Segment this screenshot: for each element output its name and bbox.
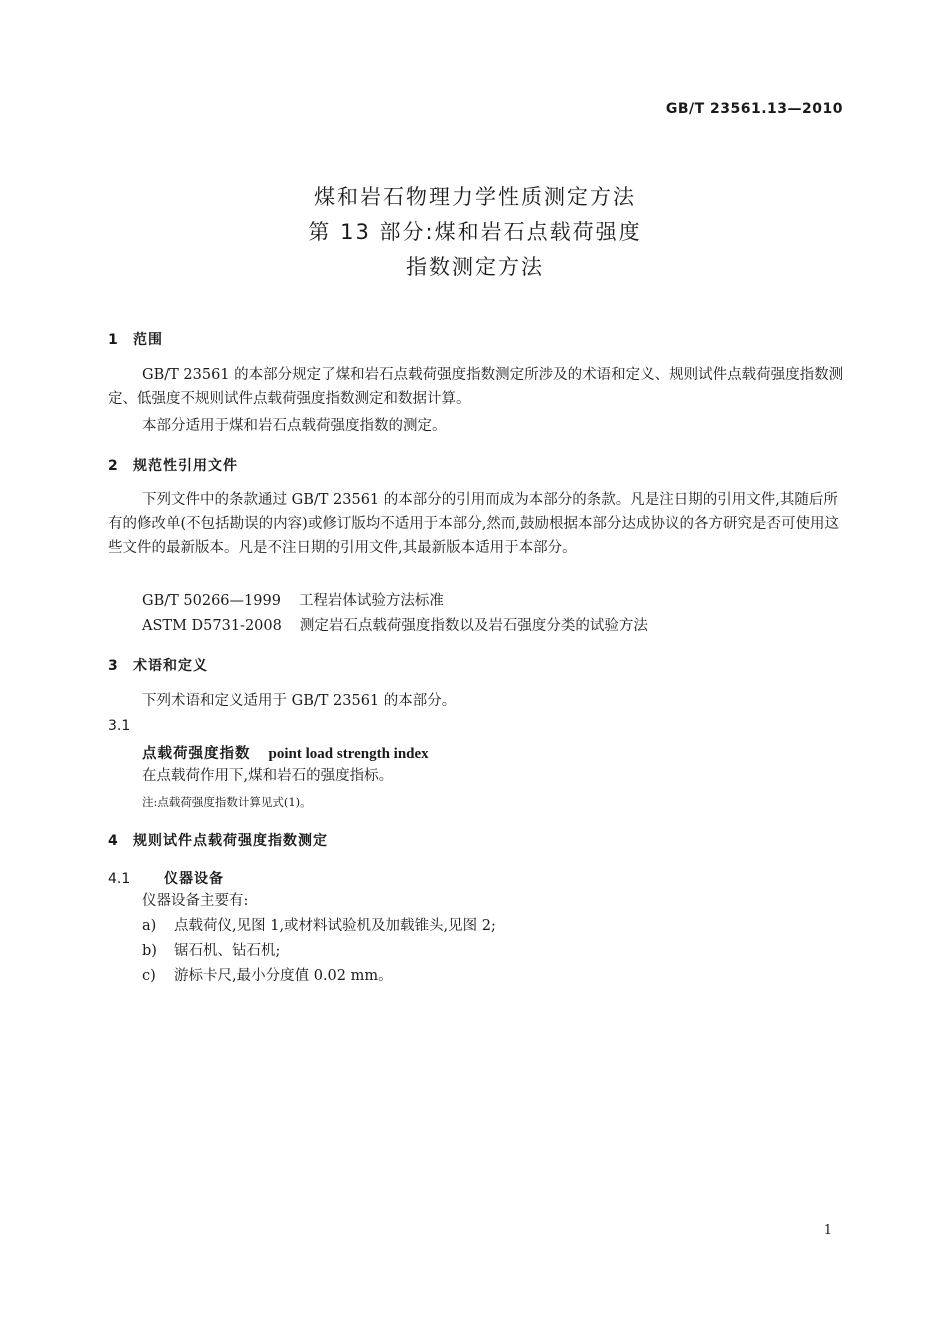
section-number: 2 [108,458,119,474]
section-title: 规范性引用文件 [133,458,238,474]
section-1-paragraph-1: GB/T 23561 的本部分规定了煤和岩石点载荷强度指数测定所涉及的术语和定义、规则试件点载荷强度指数测定、低强度不规则试件点载荷强度指数测定和数据计算。 [108,367,844,407]
list-text: 游标卡尺,最小分度值 0.02 mm。 [174,968,393,984]
list-label: b) [142,943,157,959]
term-entry [142,742,429,763]
list-item [142,914,496,938]
standard-code: GB/T 23561.13—2010 [665,101,843,117]
subsection-number: 4.1 [108,871,131,887]
section-1-heading [108,329,163,349]
page-number: 1 [823,1223,832,1238]
section-4-heading [108,830,328,850]
section-title: 规则试件点载荷强度指数测定 [133,833,328,849]
reference-code: ASTM D5731-2008 [142,618,282,634]
equipment-intro: 仪器设备主要有: [142,893,249,909]
section-2-paragraph-1: 下列文件中的条款通过 GB/T 23561 的本部分的引用而成为本部分的条款。凡是注日期的引用文件,其随后所有的修改单(不包括勘误的内容)或修订版均不适用于本部分,然而,鼓励根据本部分达成协议的各方研究是否可使用这些文件的最新版本。凡是不注日期的引用文件,其最新版本适用于本部分。 [108,492,840,556]
term-chinese: 点载荷强度指数 [142,746,251,762]
subsection-title: 仪器设备 [164,871,224,887]
section-number: 1 [108,332,119,348]
term-english: point load strength index [268,746,429,762]
title-line-2: 第 13 部分:煤和岩石点载荷强度 [308,220,642,244]
reference-item [142,589,444,613]
list-label: c) [142,968,156,984]
list-item [142,939,280,963]
section-3-heading [108,655,208,675]
section-number: 4 [108,833,119,849]
section-title: 术语和定义 [133,658,208,674]
subsection-4-1-heading [108,868,224,888]
title-line-3: 指数测定方法 [406,255,544,279]
reference-title: 工程岩体试验方法标准 [298,593,444,609]
reference-title: 测定岩石点载荷强度指数以及岩石强度分类的试验方法 [299,618,648,634]
term-definition: 在点载荷作用下,煤和岩石的强度指标。 [142,768,394,784]
title-line-1: 煤和岩石物理力学性质测定方法 [314,185,636,209]
subsection-number: 3.1 [108,718,131,734]
list-item [142,964,393,988]
list-text: 点载荷仪,见图 1,或材料试验机及加载锥头,见图 2; [174,918,496,934]
list-label: a) [142,918,157,934]
reference-code: GB/T 50266—1999 [142,593,281,609]
section-1-paragraph-2: 本部分适用于煤和岩石点载荷强度指数的测定。 [142,418,447,434]
section-3-paragraph-1: 下列术语和定义适用于 GB/T 23561 的本部分。 [142,693,457,709]
term-note: 注:点载荷强度指数计算见式(1)。 [142,795,312,809]
list-text: 锯石机、钻石机; [174,943,281,959]
reference-item [142,614,648,638]
section-title: 范围 [133,332,163,348]
section-2-heading [108,455,238,475]
section-number: 3 [108,658,119,674]
